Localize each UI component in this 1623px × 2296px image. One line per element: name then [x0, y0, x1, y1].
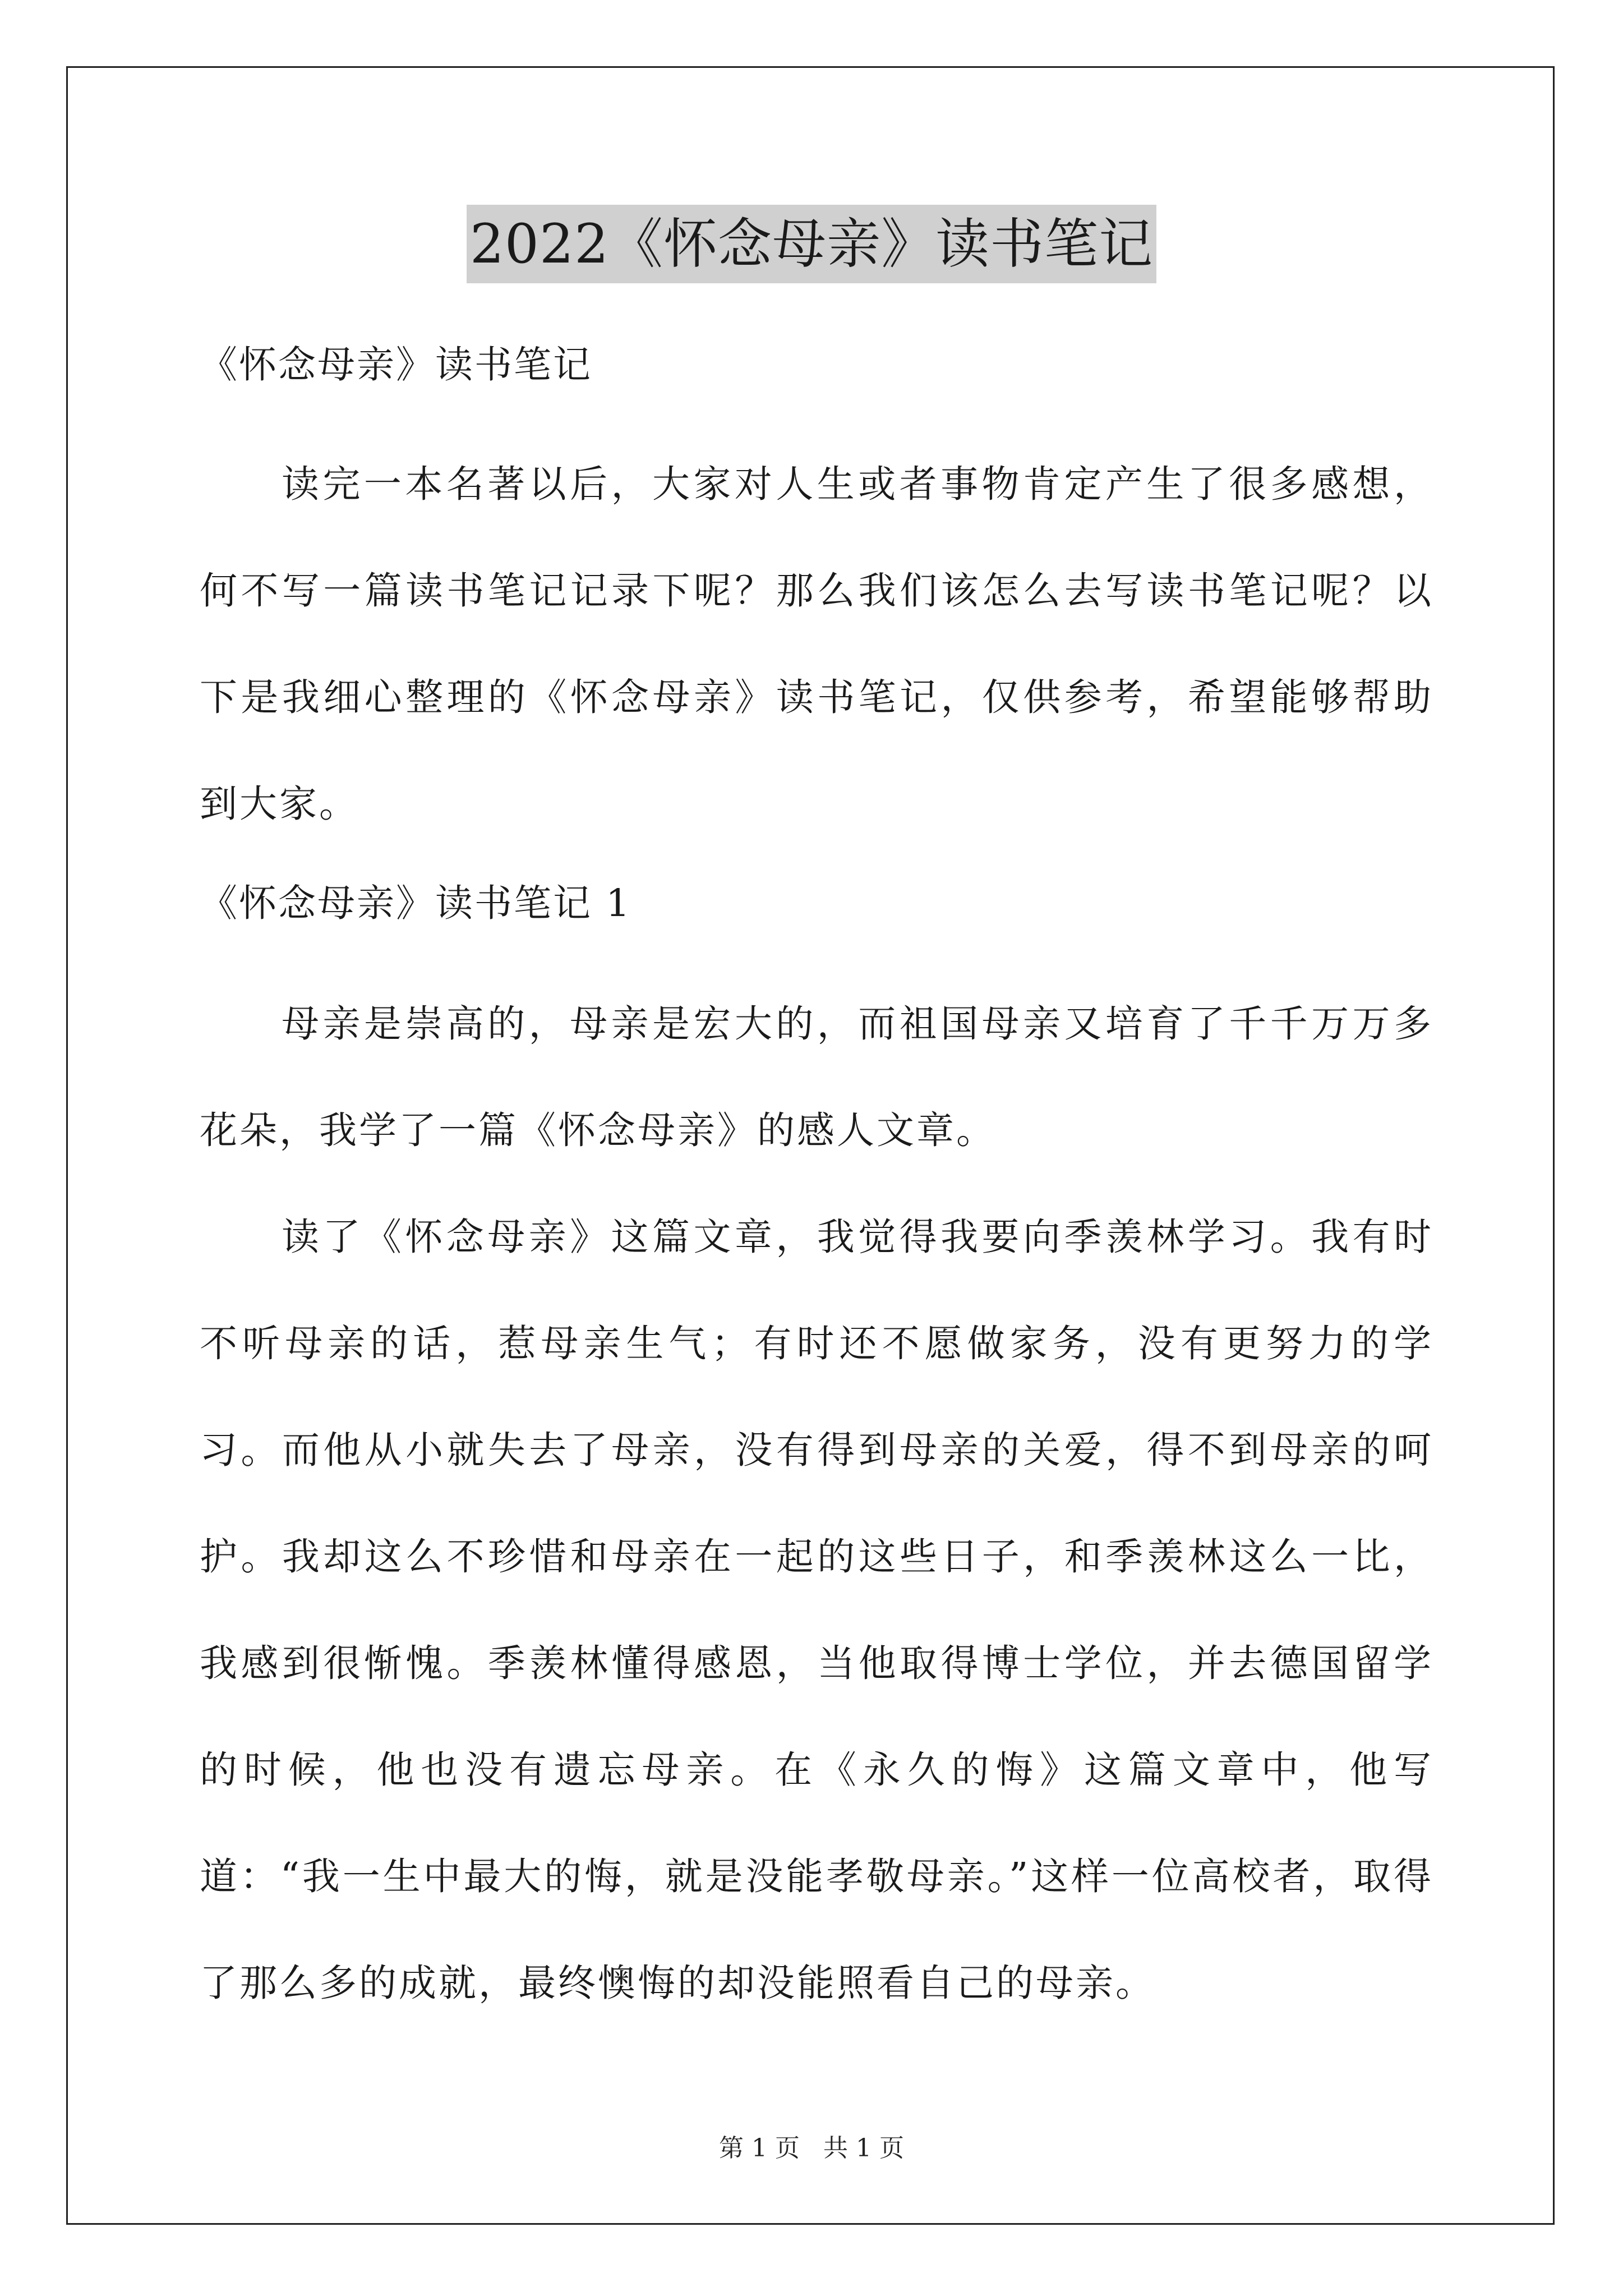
body-paragraph-2: 读了《怀念母亲》这篇文章，我觉得我要向季羡林学习。我有时不听母亲的话，惹母亲生气；有时还不愿做家务，没有更努力的学习。而他从小就失去了母亲，没有得到母亲的关爱，得不到母亲的呵护。我却这么不珍惜和母亲在一起的这些日子，和季羡林这么一比，我感到很惭愧。季羡林懂得感恩，当他取得博士学位，并去德国留学的时候，他也没有遗忘母亲。在《永久的悔》这篇文章中，他写道：“我一生中最大的悔，就是没能孝敬母亲。”这样一位高校者，取得了那么多的成就，最终懊悔的却没能照看自己的母亲。	[200, 1215, 1433, 2005]
section-heading: 《怀念母亲》读书笔记 1	[200, 881, 631, 925]
page-total: 共 1 页	[823, 2134, 904, 2162]
intro-block	[200, 431, 1433, 857]
document-title: 2022《怀念母亲》读书笔记	[467, 205, 1156, 283]
document-subtitle: 《怀念母亲》读书笔记	[200, 343, 592, 386]
title-container	[0, 205, 1623, 283]
page-number: 第 1 页	[719, 2134, 800, 2162]
page-footer	[0, 2132, 1623, 2165]
intro-paragraph: 读完一本名著以后，大家对人生或者事物肯定产生了很多感想，何不写一篇读书笔记记录下呢？那么我们该怎么去写读书笔记呢？以下是我细心整理的《怀念母亲》读书笔记，仅供参考，希望能够帮助到大家。	[200, 462, 1433, 826]
body-paragraph-1: 母亲是崇高的，母亲是宏大的，而祖国母亲又培育了千千万万多花朵，我学了一篇《怀念母亲》的感人文章。	[200, 1002, 1433, 1152]
section-body	[200, 970, 1433, 2036]
